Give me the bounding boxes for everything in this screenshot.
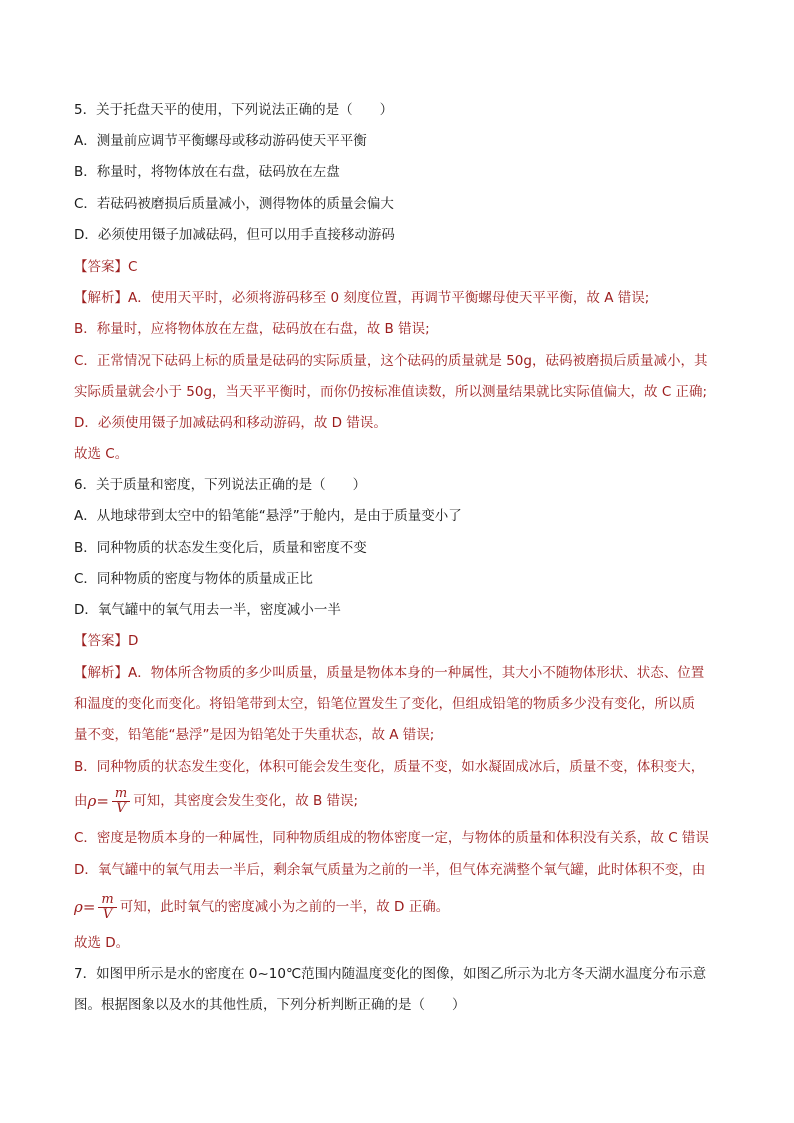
question-6-formula-line-2 — [74, 889, 734, 925]
question-5-conclusion: 故选 C。 — [74, 446, 129, 462]
fraction-numerator: m — [98, 893, 116, 908]
question-6-answer: 【答案】D — [74, 633, 139, 649]
question-5-option-c: C．若砝码被磨损后质量减小，测得物体的质量会偏大 — [74, 196, 394, 212]
question-6-option-a: A．从地球带到太空中的铅笔能“悬浮”于舱内，是由于质量变小了 — [74, 508, 462, 524]
fraction-denominator: V — [116, 800, 126, 816]
question-7-stem-line: 图。根据图象以及水的其他性质，下列分析判断正确的是（ ） — [74, 997, 466, 1013]
question-7-stem-line: 7．如图甲所示是水的密度在 0~10℃范围内随温度变化的图像，如图乙所示为北方冬天湖水温度分布示意 — [74, 966, 707, 982]
question-6-option-c: C．同种物质的密度与物体的质量成正比 — [74, 571, 313, 587]
question-5-analysis-line: 实际质量就会小于 50g，当天平平衡时，而你仍按标准值读数，所以测量结果就比实际值偏大，故 C 正确; — [74, 384, 708, 400]
question-6-stem: 6．关于质量和密度，下列说法正确的是（ ） — [74, 477, 367, 493]
mass-over-volume-fraction — [112, 787, 130, 816]
question-5-option-b: B．称量时，将物体放在右盘，砝码放在左盘 — [74, 164, 340, 180]
formula-suffix: 可知，其密度会发生变化，故 B 错误; — [133, 793, 359, 809]
question-5-analysis-line: D．必须使用镊子加减砝码和移动游码，故 D 错误。 — [74, 415, 387, 431]
fraction-denominator: V — [102, 906, 113, 922]
question-6-analysis-line: D．氧气罐中的氧气用去一半后，剩余氧气质量为之前的一半，但气体充满整个氧气罐，此时体积不变，由 — [74, 862, 706, 878]
mass-over-volume-fraction — [98, 893, 116, 922]
density-symbol: ρ= — [74, 898, 96, 916]
formula-prefix: 由 — [74, 793, 88, 809]
question-5-analysis-line: C．正常情况下砝码上标的质量是砝码的实际质量，这个砝码的质量就是 50g，砝码被磨损后质量减小，其 — [74, 353, 708, 369]
density-symbol: ρ= — [87, 792, 109, 810]
question-6-option-d: D．氧气罐中的氧气用去一半，密度减小一半 — [74, 602, 341, 618]
question-5-option-a: A．测量前应调节平衡螺母或移动游码使天平平衡 — [74, 133, 367, 149]
question-5-option-d: D．必须使用镊子加减砝码，但可以用手直接移动游码 — [74, 227, 395, 243]
question-5-answer: 【答案】C — [74, 259, 138, 275]
question-6-conclusion: 故选 D。 — [74, 935, 130, 951]
question-6-formula-line-1 — [74, 783, 734, 819]
question-6-analysis-line: C．密度是物质本身的一种属性，同种物质组成的物体密度一定，与物体的质量和体积没有关系，故 C 错误 — [74, 830, 709, 846]
question-5-analysis-line: 【解析】A．使用天平时，必须将游码移至 0 刻度位置，再调节平衡螺母使天平平衡，故 A 错误; — [74, 290, 650, 306]
formula-suffix: 可知，此时氧气的密度减小为之前的一半，故 D 正确。 — [119, 899, 450, 915]
question-6-analysis-line: B．同种物质的状态发生变化，体积可能会发生变化，质量不变，如水凝固成冰后，质量不变，体积变大， — [74, 759, 705, 775]
question-6-analysis-line: 量不变，铅笔能“悬浮”是因为铅笔处于失重状态，故 A 错误; — [74, 727, 435, 743]
question-6-analysis-line: 【解析】A．物体所含物质的多少叫质量，质量是物体本身的一种属性，其大小不随物体形状、状态、位置 — [74, 665, 705, 681]
fraction-numerator: m — [112, 787, 130, 802]
question-6-analysis-line: 和温度的变化而变化。将铅笔带到太空，铅笔位置发生了变化，但组成铅笔的物质多少没有变化，所以质 — [74, 696, 695, 712]
question-5-analysis-line: B．称量时，应将物体放在左盘，砝码放在右盘，故 B 错误; — [74, 321, 430, 337]
question-5-stem: 5．关于托盘天平的使用，下列说法正确的是（ ） — [74, 102, 394, 118]
question-6-option-b: B．同种物质的状态发生变化后，质量和密度不变 — [74, 540, 367, 556]
